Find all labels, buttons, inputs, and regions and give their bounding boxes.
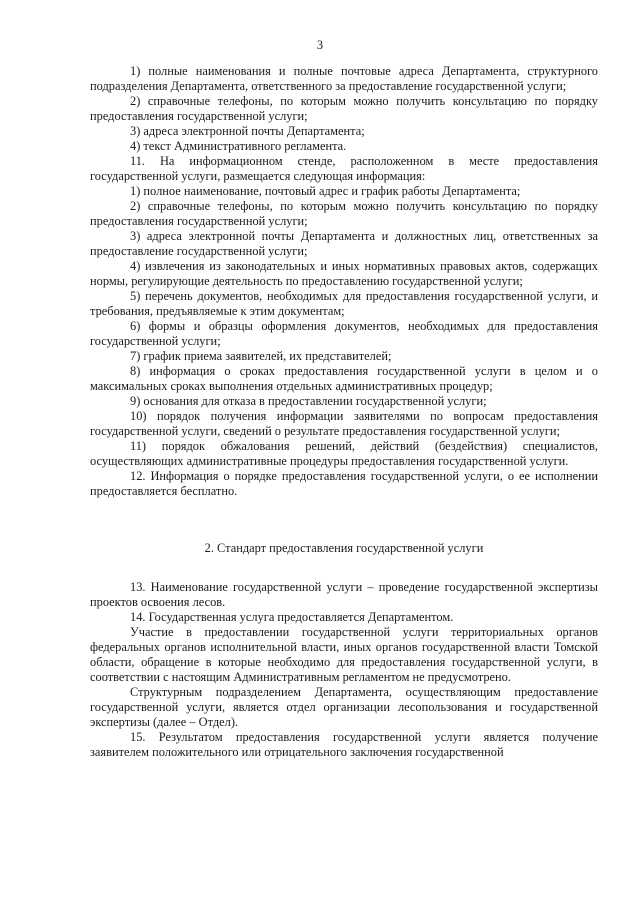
clause-paragraph: Участие в предоставлении государственной услуги территориальных органов федеральных органов исполнительной власти, иных органов государственной власти Томской области, обращение в которые необходимо для предоставления государственной услуги, в соответствии с настоящим Административным регламентом не предусмотрено. [90,625,598,684]
section-heading: 2. Стандарт предоставления государственной услуги [204,541,484,555]
clause-paragraph: Структурным подразделением Департамента, осуществляющим предоставление государственной услуги, является отдел организации лесопользования и государственной экспертизы (далее – Отдел). [90,685,598,729]
list-item: 2) справочные телефоны, по которым можно получить консультацию по порядку предоставления государственной услуги; [90,94,598,123]
list-item: 7) график приема заявителей, их представителей; [130,349,392,363]
list-item: 1) полное наименование, почтовый адрес и график работы Департамента; [130,184,521,198]
section-spacer [90,499,598,541]
list-item: 5) перечень документов, необходимых для предоставления государственной услуги, и требования, предъявляемые к этим документам; [90,289,598,318]
list-item: 3) адреса электронной почты Департамента и должностных лиц, ответственных за предоставление государственной услуги; [90,229,598,258]
list-item: 1) полные наименования и полные почтовые адреса Департамента, структурного подразделения Департамента, ответственного за предоставление государственной услуги; [90,64,598,93]
list-item: 2) справочные телефоны, по которым можно получить консультацию по порядку предоставления государственной услуги; [90,199,598,228]
document-body [90,64,598,760]
list-item: 4) извлечения из законодательных и иных нормативных правовых актов, содержащих нормы, регулирующие деятельность по предоставлению государственной услуги; [90,259,598,288]
list-item: 10) порядок получения информации заявителями по вопросам предоставления государственной услуги, сведений о результате предоставления государственной услуги; [90,409,598,438]
clause-paragraph: 11. На информационном стенде, расположенном в месте предоставления государственной услуги, размещается следующая информация: [90,154,598,183]
clause-paragraph: 15. Результатом предоставления государственной услуги является получение заявителем положительного или отрицательного заключения государственной [90,730,598,759]
list-item: 3) адреса электронной почты Департамента; [130,124,365,138]
list-item: 9) основания для отказа в предоставлении государственной услуги; [130,394,487,408]
section-spacer [90,556,598,580]
clause-paragraph: 12. Информация о порядке предоставления государственной услуги, о ее исполнении предоставляется бесплатно. [90,469,598,498]
clause-paragraph: 13. Наименование государственной услуги – проведение государственной экспертизы проектов освоения лесов. [90,580,598,609]
list-item: 8) информация о сроках предоставления государственной услуги в целом и о максимальных сроках выполнения отдельных административных процедур; [90,364,598,393]
list-item: 11) порядок обжалования решений, действий (бездействия) специалистов, осуществляющих административные процедуры предоставления государственной услуги. [90,439,598,468]
page-number: 3 [316,38,324,52]
list-item: 6) формы и образцы оформления документов, необходимых для предоставления государственной услуги; [90,319,598,348]
clause-paragraph: 14. Государственная услуга предоставляется Департаментом. [130,610,454,624]
list-item: 4) текст Административного регламента. [130,139,347,153]
